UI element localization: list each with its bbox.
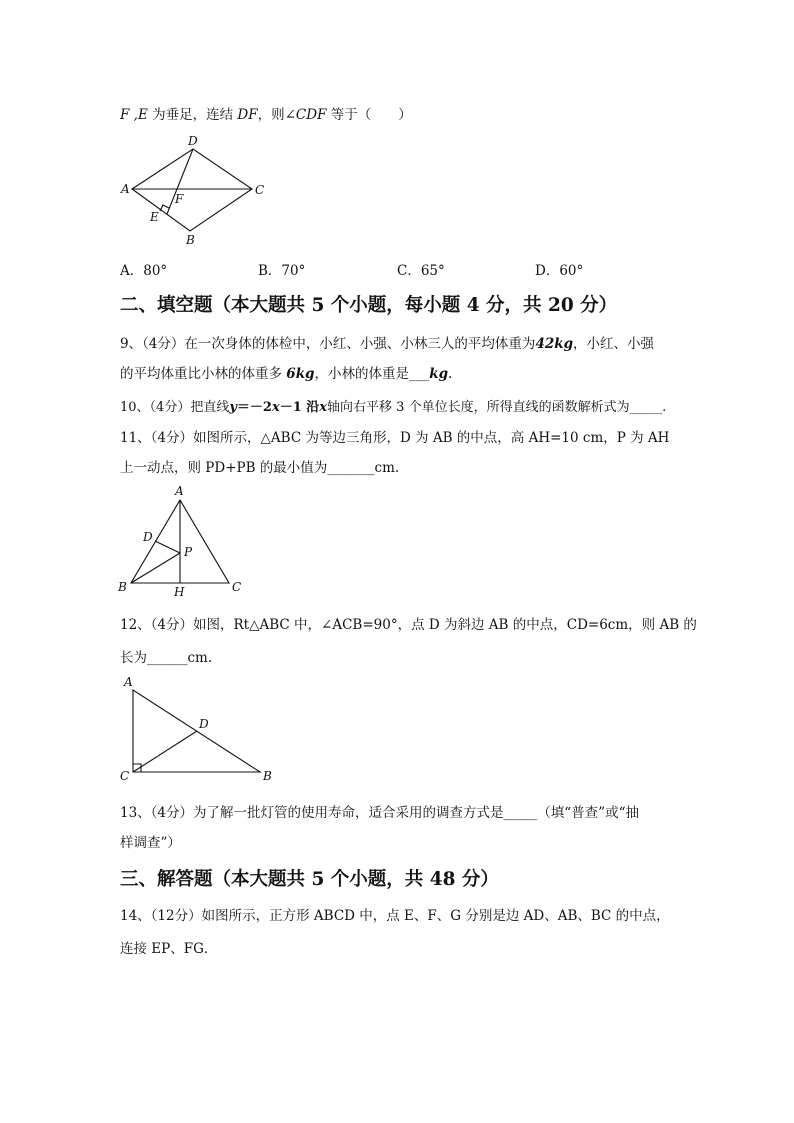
q12-label-c: C: [120, 769, 130, 783]
q11-label-h: H: [174, 585, 185, 599]
q8-option-a: A．80°: [120, 263, 168, 279]
q9-line2-c: ，小林的体重是: [314, 366, 409, 382]
q11-line2: 上一动点，则 PD+PB 的最小值为_______cm.: [120, 460, 400, 476]
section2-title: 二、填空题（本大题共 5 个小题，每小题 4 分，共 20 分）: [120, 295, 618, 316]
q13-line2: 样调查”）: [120, 835, 181, 851]
q12-line2: 长为______cm.: [120, 650, 213, 666]
q9-line2-blank: ___: [408, 366, 430, 382]
q14-line1: 14、（12分）如图所示，正方形 ABCD 中，点 E、F、G 分别是边 AD、AB、BC 的中点，: [120, 908, 670, 924]
q8-label-a: A: [121, 182, 130, 196]
q11-label-a: A: [175, 484, 184, 498]
q12-label-d: D: [199, 717, 209, 731]
q10-h: .: [662, 400, 667, 415]
q10-a: 10、（4分）把直线: [120, 400, 230, 415]
q8-text-a: F ,E: [120, 107, 148, 123]
q8-text-d: ，则∠: [257, 107, 296, 123]
section3-title: 三、解答题（本大题共 5 个小题，共 48 分）: [120, 869, 499, 890]
q8-text-b: 为垂足，连结: [147, 107, 238, 123]
q8-text-f: 等于（ ）: [326, 107, 412, 123]
q13-line1: 13、（4分）为了解一批灯管的使用寿命，适合采用的调查方式是_____（填“普查”或“抽: [120, 805, 639, 821]
q8-text-c: DF: [237, 107, 258, 123]
q10-d: x: [271, 400, 280, 415]
q8-label-e: E: [150, 210, 159, 224]
q10-f: x: [319, 400, 328, 415]
q14-line2: 连接 EP、FG．: [120, 941, 218, 957]
q8-label-c: C: [255, 183, 265, 197]
q9-line2-b: 6kg: [286, 366, 315, 382]
q11-label-d: D: [143, 530, 153, 544]
q9-line2-a: 的平均体重比小林的体重多: [120, 366, 287, 382]
q10-b: y: [229, 400, 237, 415]
q11-label-c: C: [232, 580, 242, 594]
q11-label-p: P: [184, 545, 193, 559]
q8-label-b: B: [186, 233, 195, 247]
q12-label-b: B: [263, 769, 272, 783]
q10-c: ＝－2: [236, 400, 272, 415]
q9-line1-a: 9、（4分）在一次身体的体检中，小红、小强、小林三人的平均体重为: [120, 336, 536, 352]
q8-option-b: B．70°: [258, 263, 306, 279]
q9-line1-c: ，小红、小强: [573, 336, 655, 352]
q8-option-c: C．65°: [397, 263, 445, 279]
q10-e: －1 沿: [279, 400, 320, 415]
q12-line1: 12、（4分）如图，Rt△ABC 中，∠ACB=90°，点 D 为斜边 AB 的中点，CD=6cm，则 AB 的: [120, 617, 697, 633]
q9-line2-d: kg: [429, 366, 449, 382]
q8-label-d: D: [188, 134, 198, 148]
q12-label-a: A: [124, 675, 133, 689]
q8-text-e: CDF: [295, 107, 327, 123]
q9-line1-b: 42kg: [535, 336, 574, 352]
q10-blank: _____: [629, 400, 663, 415]
q10-g: 轴向右平移 3 个单位长度，所得直线的函数解析式为: [327, 400, 630, 415]
q8-option-d: D．60°: [535, 263, 584, 279]
q8-label-f: F: [175, 192, 184, 206]
q12-segment-cd: [133, 731, 197, 772]
q11-line1: 11、（4分）如图所示，△ABC 为等边三角形，D 为 AB 的中点，高 AH=10 cm，P 为 AH: [120, 430, 670, 446]
q11-label-b: B: [118, 580, 127, 594]
q9-line2-e: .: [448, 366, 453, 382]
